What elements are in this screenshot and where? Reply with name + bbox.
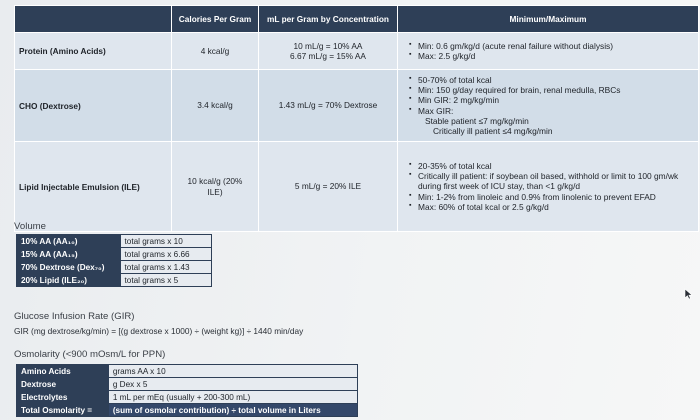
volume-key: 20% Lipid (ILE₂₀) — [17, 274, 121, 287]
gir-title: Glucose Infusion Rate (GIR) — [14, 311, 135, 322]
calories-line: ILE) — [207, 186, 223, 197]
total-row — [17, 404, 358, 417]
note-item: ▪ Max GIR: — [411, 106, 694, 116]
concentration-line: 1.43 mL/g = 70% Dextrose — [278, 100, 378, 111]
mouse-cursor-icon — [684, 288, 693, 303]
volume-key: 15% AA (AA₁₅) — [17, 248, 121, 261]
osmolarity-value: (sum of osmolar contribution) ÷ total volume in Liters — [108, 404, 357, 417]
volume-table — [16, 234, 212, 287]
header-concentration: mL per Gram by Concentration — [259, 6, 398, 33]
volume-value: total grams x 6.66 — [120, 248, 212, 261]
volume-value: total grams x 10 — [120, 235, 212, 248]
note-subitem: Stable patient ≤7 mg/kg/min — [425, 115, 529, 126]
concentration-cell — [259, 33, 398, 70]
row-label: CHO (Dextrose) — [15, 70, 172, 142]
note-item: ▪ Min: 0.6 gm/kg/d (acute renal failure without dialysis) — [411, 41, 694, 51]
volume-key: 10% AA (AA₁₀) — [17, 235, 121, 248]
header-blank — [15, 6, 172, 33]
table-row — [17, 274, 212, 287]
osmolarity-key: Dextrose — [17, 378, 109, 391]
table-row — [17, 248, 212, 261]
table-header-row — [15, 6, 699, 33]
header-calories: Calories Per Gram — [172, 6, 259, 33]
volume-title: Volume — [14, 221, 46, 232]
concentration-cell — [259, 70, 398, 142]
note-item: ▪ Min GIR: 2 mg/kg/min — [411, 95, 694, 105]
calories-cell: 4 kcal/g — [172, 33, 259, 70]
note-item: ▪ 50-70% of total kcal — [411, 75, 694, 85]
gir-formula: GIR (mg dextrose/kg/min) = [(g dextrose x 1000) ÷ (weight kg)] ÷ 1440 min/day — [14, 326, 304, 336]
table-row-lipid — [15, 142, 699, 232]
table-row — [17, 378, 358, 391]
note-item: ▪ Min: 1-2% from linoleic and 0.9% from linolenic to prevent EFAD — [411, 192, 694, 202]
osmolarity-value: 1 mL per mEq (usually + 200-300 mL) — [108, 391, 357, 404]
osmolarity-title: Osmolarity (<900 mOsm/L for PPN) — [14, 349, 166, 360]
calories-line: 10 kcal/g (20% — [187, 176, 243, 187]
concentration-line: 10 mL/g = 10% AA — [293, 40, 363, 51]
osmolarity-table — [16, 364, 358, 417]
row-label: Lipid Injectable Emulsion (ILE) — [15, 142, 172, 232]
note-item: ▪ Max: 2.5 g/kg/d — [411, 51, 694, 61]
osmolarity-key: Electrolytes — [17, 391, 109, 404]
note-item: ▪ 20-35% of total kcal — [411, 161, 694, 171]
table-row — [17, 365, 358, 378]
volume-value: total grams x 5 — [120, 274, 212, 287]
note-item: ▪ Min: 150 g/day required for brain, renal medulla, RBCs — [411, 85, 694, 95]
volume-value: total grams x 1.43 — [120, 261, 212, 274]
osmolarity-key: Amino Acids — [17, 365, 109, 378]
row-label: Protein (Amino Acids) — [15, 33, 172, 70]
table-row — [17, 261, 212, 274]
osmolarity-key: Total Osmolarity = — [17, 404, 109, 417]
macronutrient-table — [14, 5, 699, 232]
concentration-line: 6.67 mL/g = 15% AA — [290, 51, 366, 61]
note-item: ▪ Max: 60% of total kcal or 2.5 g/kg/d — [411, 202, 694, 212]
osmolarity-value: grams AA x 10 — [108, 365, 357, 378]
notes-cell — [398, 33, 699, 70]
table-row — [17, 235, 212, 248]
concentration-cell — [259, 142, 398, 232]
osmolarity-value: g Dex x 5 — [108, 378, 357, 391]
calories-cell: 3.4 kcal/g — [172, 70, 259, 142]
header-min-max: Minimum/Maximum — [398, 6, 699, 33]
table-row-protein — [15, 33, 699, 70]
notes-cell — [398, 142, 699, 232]
notes-cell — [398, 70, 699, 142]
concentration-line: 5 mL/g = 20% ILE — [294, 181, 362, 192]
calories-cell — [172, 142, 259, 232]
table-row-cho — [15, 70, 699, 142]
table-row — [17, 391, 358, 404]
note-item: ▪ Critically ill patient: if soybean oil based, withhold or limit to 100 gm/wk during first week of ICU stay, than <1 g/kg/d — [411, 171, 694, 192]
note-subitem: Critically ill patient ≤4 mg/kg/min — [433, 126, 553, 136]
volume-key: 70% Dextrose (Dex₇₀) — [17, 261, 121, 274]
